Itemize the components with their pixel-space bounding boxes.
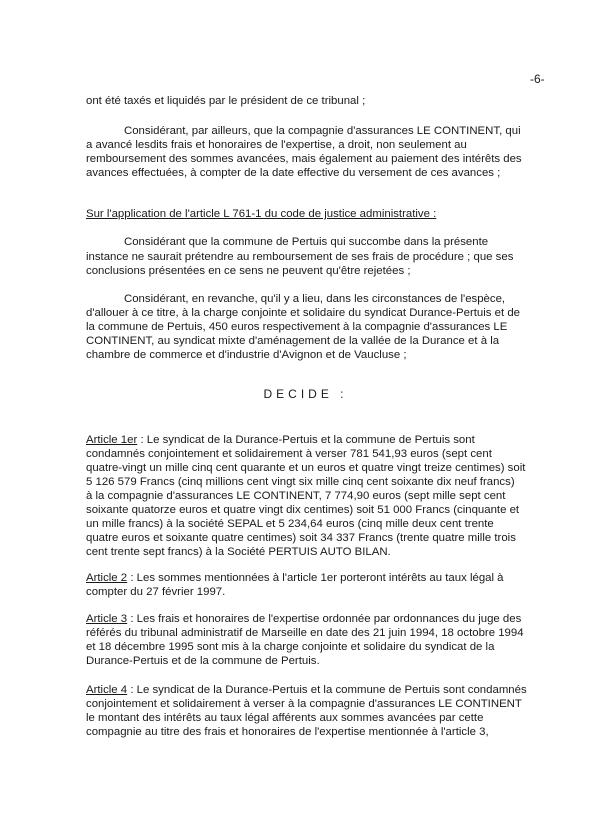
decide-heading: DECIDE : [263,387,348,401]
article-3-first-line [86,612,546,626]
text-line: CONTINENT, au syndicat mixte d'aménagement de la vallée de la Durance et à la [86,335,500,347]
article-2-first-line [86,571,546,585]
text-line: Considérant, en revanche, qu'il y a lieu, dans les circonstances de l'espèce, [124,293,506,305]
page-number: -6- [530,72,545,86]
text-line: Considérant, par ailleurs, que la compagnie d'assurances LE CONTINENT, qui [124,125,521,137]
text-line: : Le syndicat de la Durance-Pertuis et la commune de Pertuis sont [137,434,475,446]
text-line: avances effectuées, à compter de la date effective du versement de ces avances ; [86,167,501,179]
text-line: le montant des intérêts au taux légal afférents aux sommes avancées par cette [86,712,484,724]
text-line: instance ne saurait prétendre au remboursement de ses frais de procédure ; que ses [86,251,514,263]
text-line: compagnie au titre des frais et honoraires de l'expertise mentionnée à l'article 3, [86,726,489,738]
text-line: : Les sommes mentionnées à l'article 1er porteront intérêts au taux légal à [127,572,504,584]
text-line: référés du tribunal administratif de Marseille en date des 21 juin 1994, 18 octobre 1994 [86,627,524,639]
article-label: Article 2 [86,572,128,584]
text-line: Considérant que la commune de Pertuis qui succombe dans la présente [124,236,489,248]
article-label: Article 4 [86,684,128,696]
text-line: : Le syndicat de la Durance-Pertuis et la commune de Pertuis sont condamnés [127,684,527,696]
text-line: chambre de commerce et d'industrie d'Avignon et de Vaucluse ; [86,349,407,361]
text-line: a avancé lesdits frais et honoraires de l'expertise, a droit, non seulement au [86,139,467,151]
text-line: quatre euros et soixante quatre centimes) soit 34 337 Francs (trente quatre mille trois [86,532,516,544]
text-line: : Les frais et honoraires de l'expertise ordonnée par ordonnances du juge des [127,613,522,625]
text-line: cent trente sept francs) à la Société PERTUIS AUTO BILAN. [86,546,391,558]
text-line: soixante quatorze euros et quatre vingt dix centimes) soit 51 000 Francs (cinquante et [86,504,520,516]
text-line: remboursement des sommes avancées, mais également au paiement des intérêts des [86,153,522,165]
text-line: compter du 27 février 1997. [86,586,226,598]
article-label: Article 1er [86,434,138,446]
text-line: ont été taxés et liquidés par le président de ce tribunal ; [86,95,366,107]
text-line: d'allouer à ce titre, à la charge conjointe et solidaire du syndicat Durance-Pertuis et de [86,307,520,319]
article-4-first-line [86,683,546,697]
text-line: conclusions présentées en ce sens ne peuvent qu'être rejetées ; [86,265,411,277]
article-label: Article 3 [86,613,128,625]
text-line: 5 126 579 Francs (cinq millions cent vingt six mille cinq cent soixante dix neuf francs) [86,476,515,488]
text-line: un mille francs) à la société SEPAL et 5 234,64 euros (cinq mille deux cent trente [86,518,494,530]
text-line: à la compagnie d'assurances LE CONTINENT, 7 774,90 euros (sept mille sept cent [86,490,506,502]
text-line: la commune de Pertuis, 450 euros respectivement à la compagnie d'assurances LE [86,321,508,333]
article-1-first-line [86,433,546,447]
section-heading: Sur l'application de l'article L 761-1 du code de justice administrative : [86,208,437,220]
text-line: condamnés conjointement et solidairement à verser 781 541,93 euros (sept cent [86,448,492,460]
text-line: et 18 décembre 1995 sont mis à la charge conjointe et solidaire du syndicat de la [86,641,495,653]
text-line: quatre-vingt un mille cinq cent quarante et un euros et quatre vingt treize centimes) soit [86,462,526,474]
text-line: Durance-Pertuis et de la commune de Pertuis. [86,655,320,667]
text-line: conjointement et solidairement à verser à la compagnie d'assurances LE CONTINENT [86,698,522,710]
